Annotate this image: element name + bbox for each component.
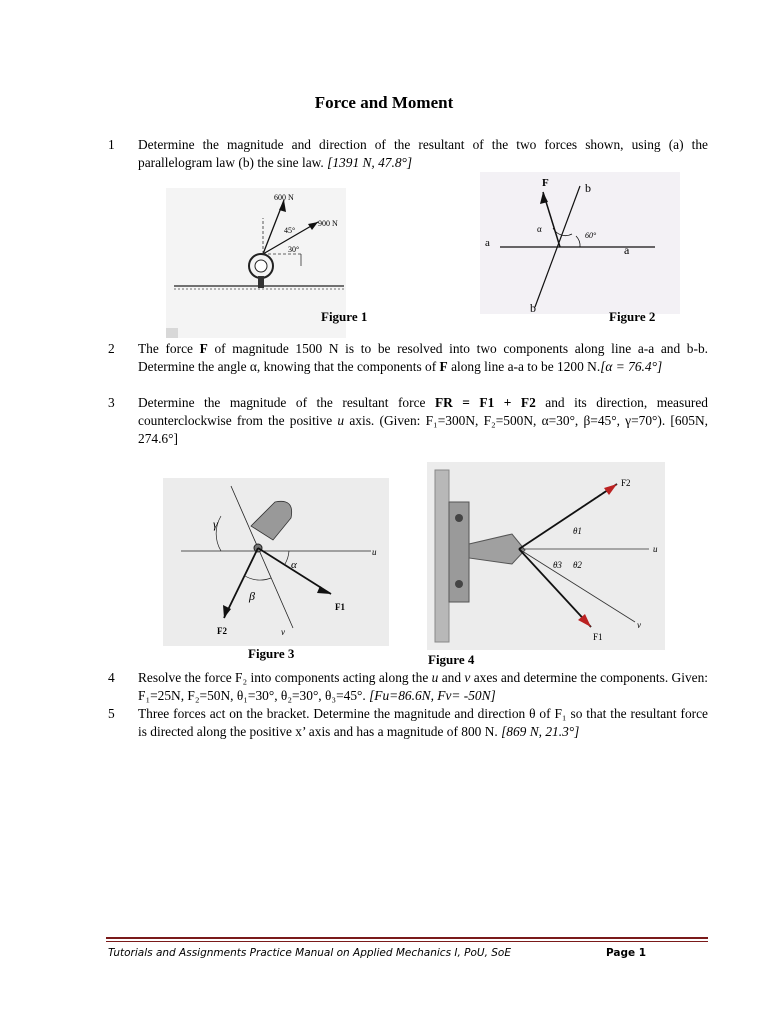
- label-b-top: b: [585, 181, 591, 195]
- page-number: Page 1: [606, 947, 647, 959]
- question-text: axes and determine the components. Given: F₁=25N, F₂=50N, θ₁=30°, θ₂=30°, θ₃=45°.: [138, 670, 708, 703]
- label-F1: F1: [593, 632, 603, 642]
- label-theta2: θ2: [573, 560, 582, 570]
- label-b-bottom: b: [530, 301, 536, 314]
- question-number: 4: [108, 670, 115, 685]
- question-text: Determine the magnitude and direction of the resultant of the two forces shown, using (a) the parallelogram law (b) the sine law.: [138, 137, 708, 170]
- question-text: and: [438, 670, 465, 685]
- figure-4: [427, 462, 665, 650]
- question-text: of magnitude 1500 N is to be resolved into two components along line a-a and b-b. Determine the angle α, knowing that the components of: [138, 341, 708, 374]
- figure-1: [166, 188, 346, 338]
- question-number: 5: [108, 706, 115, 721]
- label-alpha: α: [537, 224, 542, 234]
- question-text: The force: [138, 341, 200, 356]
- page-title: Force and Moment: [314, 93, 454, 112]
- question-text: axis. (Given: F₁=300N, F₂=500N, α=30°, β=45°, γ=70°). [605N, 274.6°]: [138, 413, 708, 446]
- axis-u: u: [337, 413, 345, 428]
- question-text: Resolve the force F₂ into components acting along the: [138, 670, 432, 685]
- label-theta3: θ3: [553, 560, 562, 570]
- label-900n: 900 N: [318, 219, 338, 228]
- question-answer: [1391 N, 47.8°]: [327, 155, 413, 170]
- figure-3-diagram: [163, 478, 389, 646]
- question-number: 3: [108, 395, 115, 410]
- label-a-left: a: [485, 237, 490, 249]
- figure-1-diagram: [166, 188, 346, 338]
- question-4: [108, 669, 708, 705]
- footer-rule: [106, 937, 708, 939]
- question-text: Three forces act on the bracket. Determine the magnitude and direction θ of F₁ so that the resultant force is directed along the positive x’ axis and has a magnitude of 800 N.: [138, 706, 708, 739]
- question-text: along line a-a to be 1200 N.: [447, 359, 601, 374]
- label-beta: β: [249, 589, 255, 603]
- figure-4-diagram: [427, 462, 665, 650]
- label-gamma: γ: [213, 517, 218, 531]
- label-v: v: [637, 620, 641, 630]
- question-number: 2: [108, 341, 115, 356]
- question-answer: [α = 76.4°]: [600, 359, 663, 374]
- label-F1: F1: [335, 602, 345, 612]
- figure-2-caption: Figure 2: [609, 309, 656, 324]
- label-u: u: [372, 547, 377, 557]
- label-v: v: [281, 627, 285, 637]
- question-1: [108, 136, 708, 172]
- resultant-formula: FR = F1 + F2: [434, 395, 536, 410]
- question-3: [108, 394, 708, 448]
- question-5: [108, 705, 708, 741]
- figure-1-caption: Figure 1: [321, 309, 368, 324]
- figure-2-diagram: [480, 172, 680, 314]
- question-number: 1: [108, 137, 115, 152]
- figure-2: [480, 172, 680, 314]
- label-theta1: θ1: [573, 526, 582, 536]
- question-answer: [869 N, 21.3°]: [501, 724, 580, 739]
- axis-v: v: [464, 670, 471, 685]
- label-60: 60°: [585, 231, 597, 240]
- footer-title: Tutorials and Assignments Practice Manual on Applied Mechanics I, PoU, SoE: [108, 947, 511, 959]
- axis-u: u: [431, 670, 439, 685]
- question-text: and its direction, measured counterclockwise from the positive: [138, 395, 708, 428]
- label-F2: F2: [621, 478, 631, 488]
- figure-4-caption: Figure 4: [428, 652, 475, 667]
- label-45: 45°: [284, 226, 296, 235]
- question-answer: [Fu=86.6N, Fv= -50N]: [369, 688, 496, 703]
- figure-3: [163, 478, 389, 646]
- label-u: u: [653, 544, 658, 554]
- label-a-right: a: [624, 243, 630, 257]
- question-text: Determine the magnitude of the resultant force: [138, 395, 435, 410]
- question-2: [108, 340, 708, 376]
- label-alpha: α: [291, 559, 297, 571]
- label-F: F: [542, 177, 549, 189]
- label-600n: 600 N: [274, 193, 294, 202]
- label-F2: F2: [217, 626, 227, 636]
- vector-F: F: [199, 341, 208, 356]
- figure-3-caption: Figure 3: [248, 646, 295, 661]
- footer-rule-thin: [106, 941, 708, 942]
- label-30: 30°: [288, 245, 300, 254]
- vector-F: F: [439, 359, 448, 374]
